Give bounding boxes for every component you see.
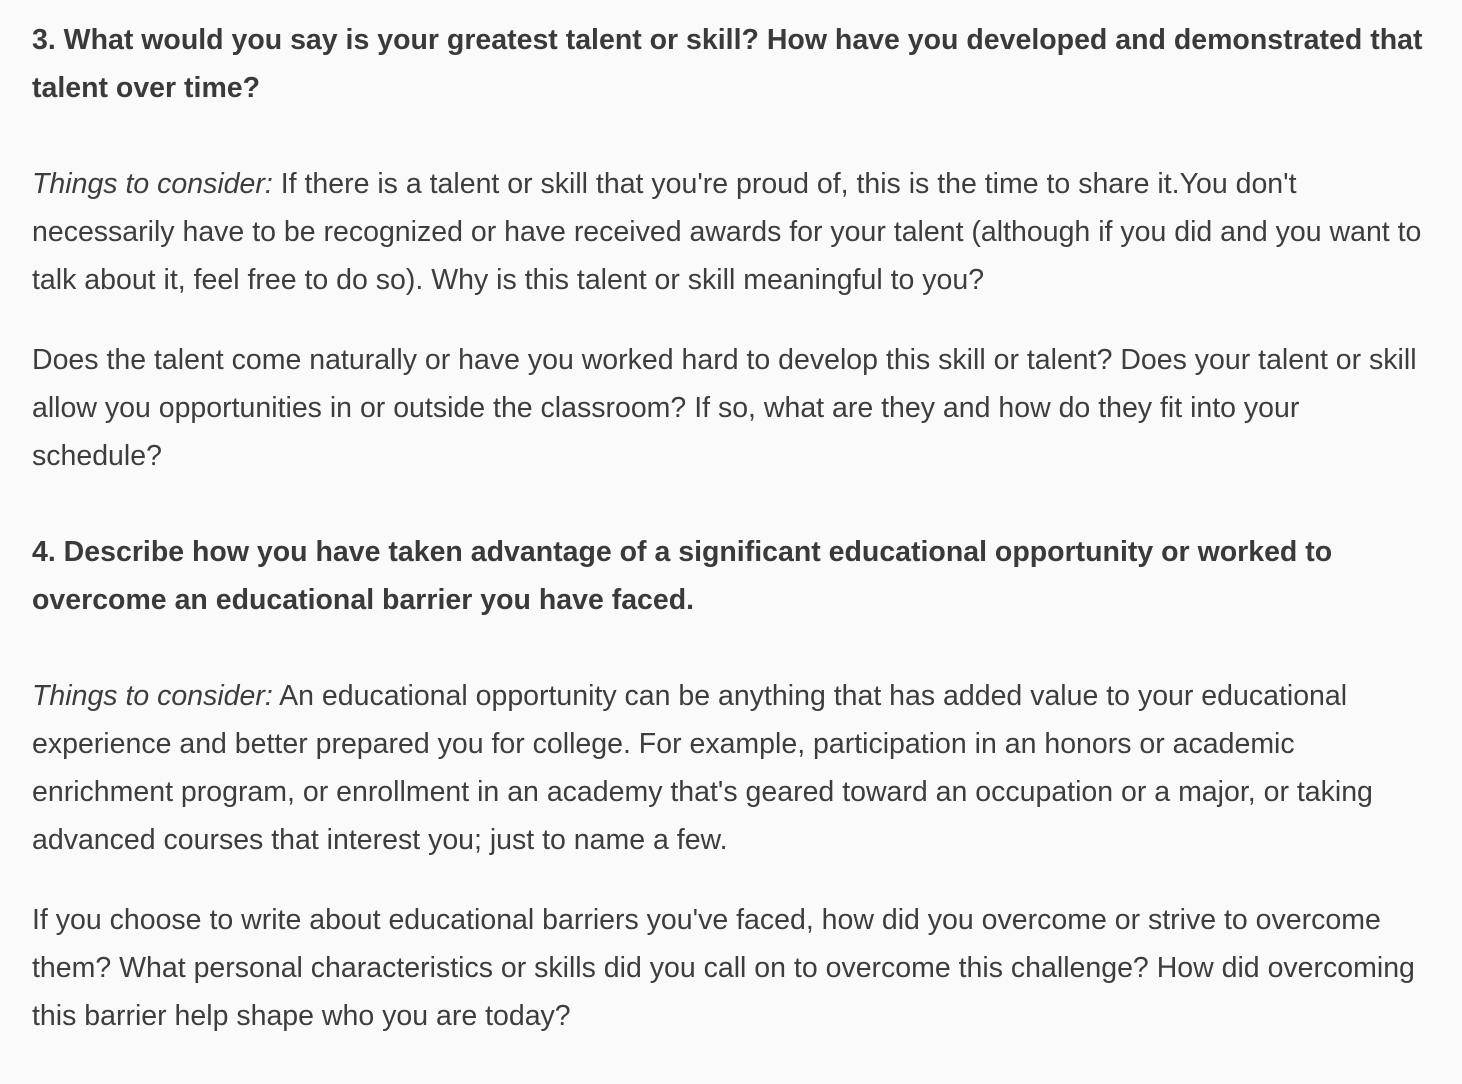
prompt-section-3 [32,16,1430,480]
consider-label: Things to consider: [32,680,273,712]
consider-text: If there is a talent or skill that you're proud of, this is the time to share it.You don't necessarily have to be recognized or have received awards for your talent (although if you did and you want to talk about it, feel free to do so). Why is this talent or skill meaningful to you? [32,168,1422,296]
prompt-section-4 [32,528,1430,1040]
section-divider [32,512,1430,528]
consider-text: An educational opportunity can be anything that has added value to your educational experience and better prepared you for college. For example, participation in an honors or academic enrichment program, or enrollment in an academy that's geared toward an occupation or a major, or taking advanced courses that interest you; just to name a few. [32,680,1373,856]
prompt-followup-4: If you choose to write about educational barriers you've faced, how did you overcome or strive to overcome them? What personal characteristics or skills did you call on to overcome this challenge? How did overcoming this barrier help shape who you are today? [32,904,1415,1032]
prompt-question-3: 3. What would you say is your greatest talent or skill? How have you developed and demonstrated that talent over time? [32,24,1423,104]
things-to-consider-3 [32,160,1430,304]
prompt-followup-3: Does the talent come naturally or have you worked hard to develop this skill or talent? Does your talent or skill allow you opportunities in or outside the classroom? If so, what are they and how do they fit into your schedule? [32,344,1417,472]
things-to-consider-4 [32,672,1430,864]
prompt-question-4: 4. Describe how you have taken advantage of a significant educational opportunity or worked to overcome an educational barrier you have faced. [32,536,1333,616]
consider-label: Things to consider: [32,168,273,200]
